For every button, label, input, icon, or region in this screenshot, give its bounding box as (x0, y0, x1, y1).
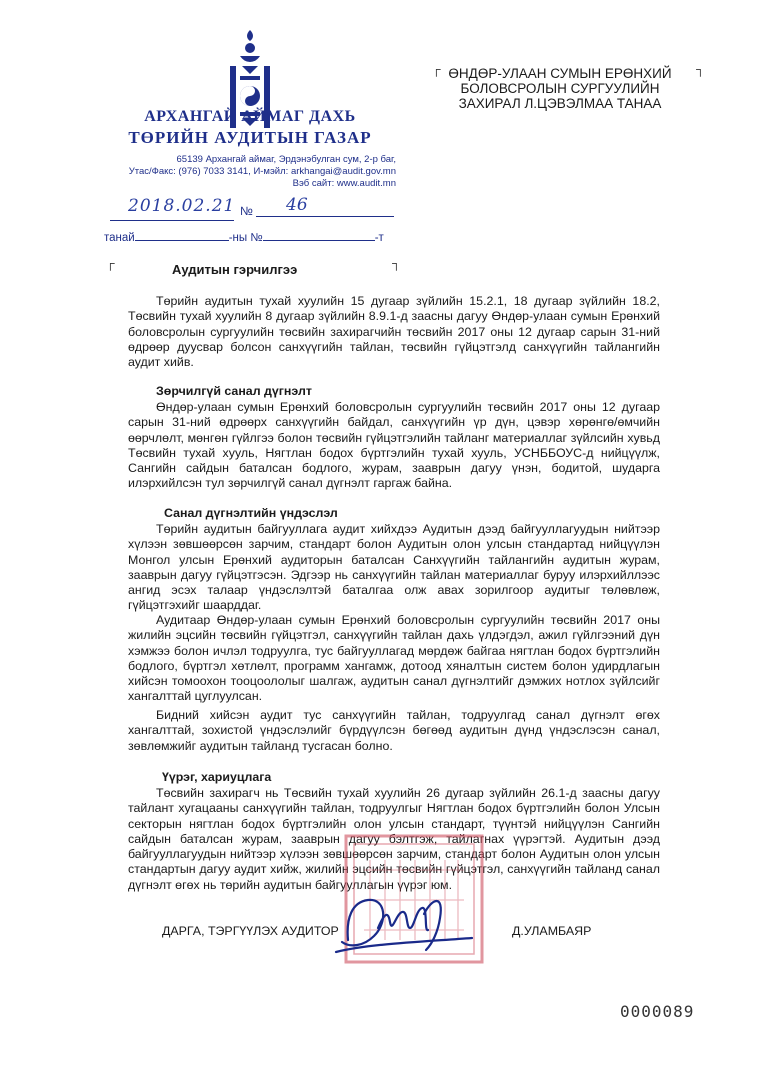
ny-label: -ны № (228, 232, 263, 244)
letter-date: 2018.02.21 (128, 196, 236, 216)
recipient-line2: БОЛОВСРОЛЫН СУРГУУЛИЙН (460, 81, 660, 96)
corner-bracket-left: ┌ (106, 256, 115, 270)
org-address: 65139 Архангай аймаг, Эрдэнэбулган сум, 2-р баг, (176, 154, 396, 165)
date-underline (110, 220, 234, 221)
basis-paragraph-3: Бидний хийсэн аудит тус санхүүгийн тайлан, тодруулгад санал дүгнэлт өгөх хангалттай, зохистой үндэслэлийг бүрдүүлсэн бөгөөд аудитын дүнд үндэслэсэн санал, зөвлөмжийг аудитын тайланд тусгасан болно. (128, 708, 660, 753)
opinion-paragraph: Өндөр-улаан сумын Ерөнхий боловсролын сургуулийн төсвийн 2017 оны 12 дугаар сарын 31-ний өдрөөрх санхүүгийн байдал, санхүүгийн үр дүн, цэвэр хөрөнгө/өмчийн өөрчлөлт, мөнгөн гүйлгээ болон төсвийн гүйцэтгэлийн тайланг материаллаг зүйлсийн хувьд Төсвийн тухай хууль, Нягтлан бодох бүртгэлийн тухай хууль, УСНББОУС-д нийцүүлж, Сангийн сайдын баталсан бодлого, журам, зааврын дагуу үнэн, бодитой, шударга илэрхийлсэн тул зөрчилгүй санал дүгнэлт гаргаж байна. (128, 400, 660, 491)
letter-number: 46 (286, 195, 308, 215)
number-underline (256, 216, 394, 217)
serial-number: 0000089 (620, 1002, 695, 1021)
tanai-label: танай (104, 232, 135, 244)
org-website: Вэб сайт: www.audit.mn (292, 178, 396, 189)
section-heading-opinion: Зөрчилгүй санал дүгнэлт (156, 384, 312, 398)
letter-number-label: № (240, 204, 253, 218)
section-heading-basis: Санал дүгнэлтийн үндэслэл (164, 506, 338, 520)
recipient-line1: ӨНДӨР-УЛААН СУМЫН ЕРӨНХИЙ (448, 66, 672, 81)
recipient-bracket-right: ┐ (696, 62, 705, 76)
org-name-line2: ТӨРИЙН АУДИТЫН ГАЗАР (128, 128, 372, 147)
recipient-block (440, 66, 680, 111)
basis-paragraph-2: Аудитаар Өндөр-улаан сумын Ерөнхий боловсролын сургуулийн төсвийн 2017 оны жилийн эцсийн төсвийн гүйцэтгэл, санхүүгийн тайлан дахь үлдэгдэл, ажил гүйлгээний дүн хэмжээ болон ичлэл тодруулга, тус байгууллагад мөрдөж байгаа нягтлан бодох бүртгэлийн бодлого, бүртгэл хөтлөлт, программ хангамж, дотоод хяналтын систем болон удирдлагын хийсэн томоохон тооцоололыг шалгаж, аудитын санал дүгнэлтийг дэмжих нотлох зүйлсийг хангалттай цуглуулсан. (128, 613, 660, 704)
corner-bracket-right: ┐ (392, 256, 401, 270)
document-title: Аудитын гэрчилгээ (172, 262, 298, 277)
basis-paragraph-1: Төрийн аудитын байгууллага аудит хийхдээ Аудитын дээд байгууллагуудын нийтээр хүлээн зөвшөөрсөн зарчим, стандарт болон Аудитын олон улсын стандартад нийцүүлэн Монгол улсын Ерөнхий аудиторын баталсан Санхүүгийн тайлангийн аудитын журам, зааврын дагуу гүйцэтгэсэн. Эдгээр нь санхүүгийн тайлан материаллаг буруу илэрхийллээс ангид эсэх талаар үндэслэлтэй баталгаа олж авах зорилгоор аудитыг төлөвлөж, гүйцэтгэхийг шаарддаг. (128, 522, 660, 613)
reply-reference-line (104, 232, 404, 244)
section-heading-responsibility: Үүрэг, хариуцлага (162, 770, 272, 784)
org-phone-email: Утас/Факс: (976) 7033 3141, И-мэйл: arkhangai@audit.gov.mn (128, 166, 396, 177)
t-label: -т (374, 232, 384, 244)
handwritten-signature-icon (328, 888, 478, 960)
recipient-bracket-left: ┌ (432, 62, 441, 76)
intro-paragraph: Төрийн аудитын тухай хуулийн 15 дугаар зүйлийн 15.2.1, 18 дугаар зүйлийн 18.2, Төсвийн тухай хуулийн 8 дугаар зүйлийн 8.9.1-д заасны дагуу Өндөр-улаан сумын Ерөнхий боловсролын сургуулийн төсвийн захирагчийн төсвийн 2017 оны 12 дугаар сарын 31-ний өдрөөр дуусвар болсон санхүүгийн тайлан, төсвийн гүйцэтгэлд санхүүгийн тайлангийн аудит хийв. (128, 294, 660, 370)
signatory-title: ДАРГА, ТЭРГҮҮЛЭХ АУДИТОР (162, 924, 339, 938)
recipient-line3: ЗАХИРАЛ Л.ЦЭВЭЛМАА ТАНАА (458, 96, 662, 111)
org-name-line1: АРХАНГАЙ АЙМАГ ДАХЬ (144, 108, 356, 125)
signatory-name: Д.УЛАМБАЯР (512, 924, 592, 938)
responsibility-paragraph: Төсвийн захирагч нь Төсвийн тухай хуулийн 26 дугаар зүйлийн 26.1-д заасны дагуу тайлант хугацааны санхүүгийн тайлан, тодруулгыг Нягтлан бодох бүртгэлийн болон Улсын секторын нягтлан бодох бүртгэлийн олон улсын стандарт, түүнтэй нийцүүлэн Сангийн сайдын баталсан журам, зааврын дагуу бэлтгэж, тайлагнах үүрэгтэй. Аудитын дээд байгууллагуудын нийтээр хүлээн зөвшөөрсөн зарчим, стандарт болон Аудитын олон улсын стандартын дагуу аудит хийж, жилийн эцсийн төсвийн гүйцэтгэл, санхүүгийн тайланд санал дүгнэлт өгөх нь төрийн аудитын байгууллагын үүрэг юм. (128, 786, 660, 892)
